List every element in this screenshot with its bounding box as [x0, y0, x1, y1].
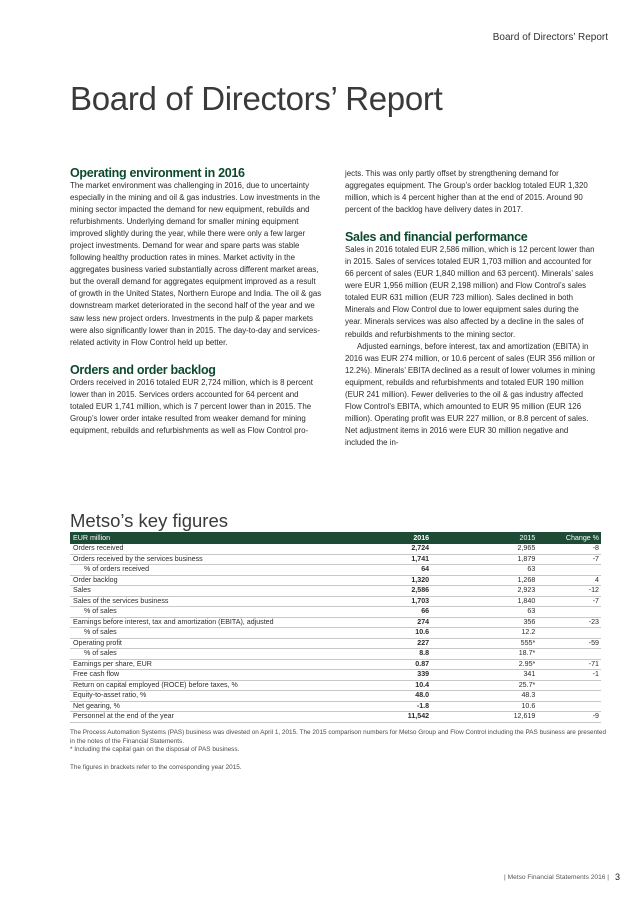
value-change: -9	[537, 712, 601, 723]
table-row	[70, 607, 601, 618]
value-change: -12	[537, 586, 601, 597]
page-footer	[504, 872, 620, 882]
note-capital-gain: * Including the capital gain on the disposal of PAS business.	[70, 746, 240, 754]
note-pas-divestment: The Process Automation Systems (PAS) business was divested on April 1, 2015. The 2015 comparison numbers for Metso Group and Flow Control including the PAS business are presented in the notes of the Financial Statements.	[70, 729, 607, 745]
value-2015: 555*	[431, 638, 537, 649]
key-figures-body	[70, 544, 601, 722]
value-2015: 2,923	[431, 586, 537, 597]
value-2016: 10.6	[314, 628, 431, 639]
column-header-2015: 2015	[431, 532, 537, 544]
row-label: % of orders received	[70, 565, 314, 576]
value-change	[537, 607, 601, 618]
value-2016: 66	[314, 607, 431, 618]
value-2015: 63	[431, 607, 537, 618]
table-row	[70, 659, 601, 670]
table-row	[70, 670, 601, 681]
table-header-row	[70, 532, 601, 544]
column-header-eur-million: EUR million	[70, 532, 314, 544]
row-label: % of sales	[70, 649, 314, 660]
value-2016: 1,703	[314, 596, 431, 607]
paragraph-operating-environment: The market environment was challenging in 2016, due to uncertainty especially in the mining and oil & gas industries. Low investments in the mining sector impacted the demand for new equipment, rebuilds and refurbishments. Underlying demand for smaller mining equipment improved slightly during the year, while there were only a few larger project investments. Demand for wear and spare parts was stable following healthy production rates in mines. Market activity in the aggregates business varied substantially across different market areas, but the overall demand for aggregates equipment improved as a result of growth in the United States, Northern Europe and India. The oil & gas downstream market deteriorated in the second half of the year and we saw less new project orders. Investments in the pulp & paper markets were also significantly lower than in 2015. The day-to-day and services-related activity in Flow Control held up better.	[70, 181, 322, 347]
value-change: -23	[537, 617, 601, 628]
paragraph-sales: Sales in 2016 totaled EUR 2,586 million, which is 12 percent lower than in 2015. Sales of services totaled EUR 1,703 million and accounted for 66 percent of sales (EUR 1,840 million and 63 percent). Minerals’ sales were EUR 1,956 million (EUR 2,198 million) and Flow Control’s sales totaled EUR 631 million (EUR 723 million). Sales declined in both Minerals and Flow Control due to lower equipment sales during the year. Minerals services was also affected by a decline in the sales of rebuilds and refurbishments to the mining sector.	[345, 245, 595, 339]
value-change	[537, 680, 601, 691]
value-2016: 274	[314, 617, 431, 628]
row-label: Earnings per share, EUR	[70, 659, 314, 670]
note-brackets: The figures in brackets refer to the corresponding year 2015.	[70, 763, 242, 771]
section-heading-orders-backlog: Orders and order backlog	[70, 362, 216, 377]
value-change: -7	[537, 554, 601, 565]
value-change: -1	[537, 670, 601, 681]
notes	[70, 729, 610, 772]
value-change	[537, 691, 601, 702]
paragraph-ebita: Adjusted earnings, before interest, tax and amortization (EBITA) in 2016 was EUR 274 million, or 10.6 percent of sales (EUR 356 million or 12.2%). Minerals’ EBITA declined as a result of lower volumes in mining equipment, rebuilds and refurbishments and totaled EUR 190 million (EUR 241 million). Fewer deliveries to the oil & gas industry affected Flow Control’s EBITA, which amounted to EUR 95 million (EUR 126 million). Operating profit was EUR 227 million, or 8.8 percent of sales. Net adjustment items in 2016 were EUR 30 million negative and included the in-	[345, 341, 595, 447]
row-label: Operating profit	[70, 638, 314, 649]
row-label: Equity-to-asset ratio, %	[70, 691, 314, 702]
row-label: % of sales	[70, 607, 314, 618]
value-2015: 18.7*	[431, 649, 537, 660]
value-2015: 341	[431, 670, 537, 681]
row-label: Orders received	[70, 544, 314, 554]
row-label: Sales of the services business	[70, 596, 314, 607]
value-2016: 10.4	[314, 680, 431, 691]
value-2015: 12.2	[431, 628, 537, 639]
value-2016: 1,320	[314, 575, 431, 586]
value-change	[537, 701, 601, 712]
value-2015: 2,965	[431, 544, 537, 554]
value-2016: 1,741	[314, 554, 431, 565]
key-figures-table	[70, 532, 601, 723]
value-change: -7	[537, 596, 601, 607]
table-row	[70, 691, 601, 702]
column-header-change: Change %	[537, 532, 601, 544]
paragraph-orders-backlog: Orders received in 2016 totaled EUR 2,724 million, which is 8 percent lower than in 2015. Services orders accounted for 64 percent and totaled EUR 1,741 million, which is 7 percent lower than in 2015. The Group’s lower order intake resulted from weaker demand for mining equipment, rebuilds and refurbishments as well as Flow Control pro-	[70, 377, 313, 435]
value-change: -71	[537, 659, 601, 670]
value-2015: 48.3	[431, 691, 537, 702]
value-change	[537, 649, 601, 660]
table-row	[70, 617, 601, 628]
value-2015: 2.95*	[431, 659, 537, 670]
value-2016: 2,586	[314, 586, 431, 597]
value-change	[537, 628, 601, 639]
table-row	[70, 649, 601, 660]
running-header: Board of Directors’ Report	[492, 32, 608, 43]
row-label: Sales	[70, 586, 314, 597]
row-label: Orders received by the services business	[70, 554, 314, 565]
table-row	[70, 680, 601, 691]
value-2015: 1,879	[431, 554, 537, 565]
value-change: -8	[537, 544, 601, 554]
table-row	[70, 565, 601, 576]
row-label: Personnel at the end of the year	[70, 712, 314, 723]
value-2015: 25.7*	[431, 680, 537, 691]
row-label: Order backlog	[70, 575, 314, 586]
table-row	[70, 701, 601, 712]
table-row	[70, 628, 601, 639]
row-label: % of sales	[70, 628, 314, 639]
value-2015: 10.6	[431, 701, 537, 712]
page-number: 3	[614, 872, 620, 882]
table-row	[70, 638, 601, 649]
value-2016: -1.8	[314, 701, 431, 712]
value-2015: 356	[431, 617, 537, 628]
paragraph-continuation: jects. This was only partly offset by strengthening demand for aggregates equipment. The Group’s order backlog totaled EUR 1,320 million, which is 4 percent higher than at the end of 2015. Around 90 percent of the backlog have delivery dates in 2017.	[345, 169, 588, 215]
value-2015: 63	[431, 565, 537, 576]
value-2015: 1,840	[431, 596, 537, 607]
value-2016: 8.8	[314, 649, 431, 660]
value-2016: 0.87	[314, 659, 431, 670]
table-row	[70, 554, 601, 565]
value-2016: 2,724	[314, 544, 431, 554]
value-2016: 64	[314, 565, 431, 576]
page-title: Board of Directors’ Report	[70, 80, 443, 117]
key-figures-title: Metso’s key figures	[70, 510, 228, 531]
row-label: Return on capital employed (ROCE) before taxes, %	[70, 680, 314, 691]
section-heading-sales-financial: Sales and financial performance	[345, 230, 528, 245]
value-2015: 1,268	[431, 575, 537, 586]
value-2015: 12,619	[431, 712, 537, 723]
row-label: Net gearing, %	[70, 701, 314, 712]
value-2016: 227	[314, 638, 431, 649]
row-label: Free cash flow	[70, 670, 314, 681]
section-heading-operating-environment: Operating environment in 2016	[70, 166, 245, 180]
row-label: Earnings before interest, tax and amortization (EBITA), adjusted	[70, 617, 314, 628]
table-row	[70, 712, 601, 723]
value-change: 4	[537, 575, 601, 586]
column-header-2016: 2016	[314, 532, 431, 544]
table-row	[70, 586, 601, 597]
left-column	[70, 166, 322, 437]
table-row	[70, 544, 601, 554]
value-2016: 48.0	[314, 691, 431, 702]
value-2016: 11,542	[314, 712, 431, 723]
value-2016: 339	[314, 670, 431, 681]
value-change: -59	[537, 638, 601, 649]
table-row	[70, 596, 601, 607]
right-column	[345, 168, 597, 449]
value-change	[537, 565, 601, 576]
table-row	[70, 575, 601, 586]
footer-document-title: | Metso Financial Statements 2016 |	[504, 873, 609, 881]
